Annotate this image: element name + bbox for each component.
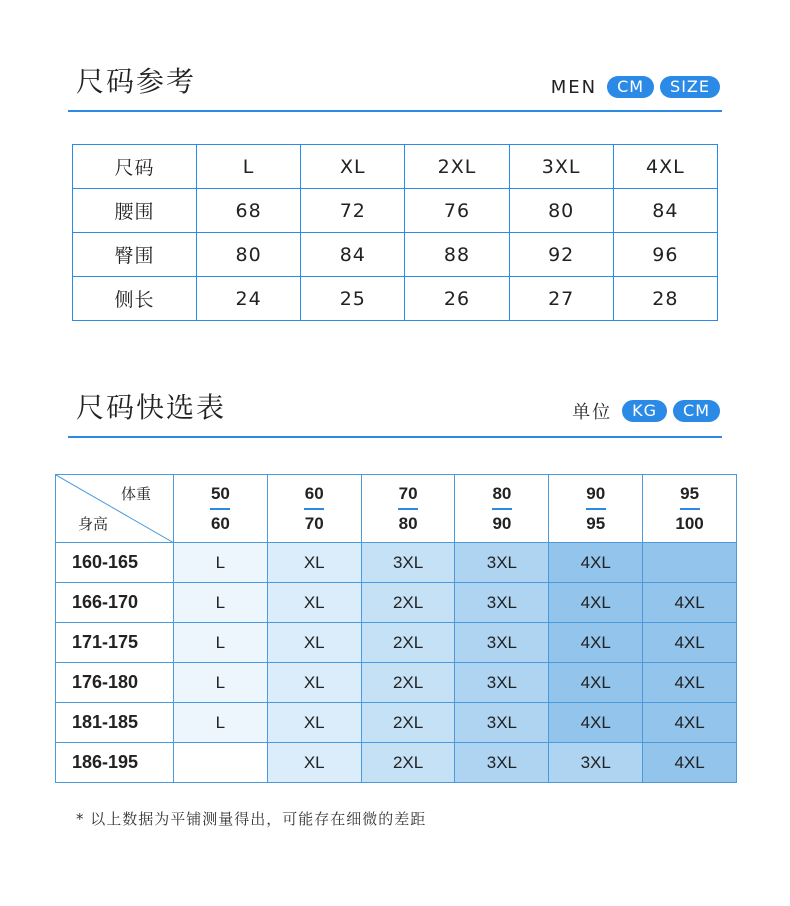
size-cell: 4XL bbox=[643, 623, 737, 663]
unit-pill-size: SIZE bbox=[660, 76, 720, 98]
size-cell: 3XL bbox=[455, 583, 549, 623]
measurement-footnote: * 以上数据为平铺测量得出，可能存在细微的差距 bbox=[76, 810, 427, 828]
size-cell: 3XL bbox=[361, 543, 455, 583]
table-cell: 72 bbox=[301, 189, 405, 233]
unit-pill-kg: KG bbox=[622, 400, 667, 422]
size-cell: L bbox=[174, 543, 268, 583]
table-cell: 88 bbox=[405, 233, 509, 277]
size-reference-title: 尺码参考 bbox=[76, 65, 197, 98]
weight-header-cell bbox=[267, 475, 361, 543]
size-cell: XL bbox=[267, 543, 361, 583]
header-cell: 2XL bbox=[405, 145, 509, 189]
table-row bbox=[73, 277, 718, 321]
size-cell: XL bbox=[267, 583, 361, 623]
size-cell: 2XL bbox=[361, 743, 455, 783]
size-cell: 2XL bbox=[361, 623, 455, 663]
table-cell: 92 bbox=[509, 233, 613, 277]
size-cell bbox=[174, 743, 268, 783]
header-cell: 尺码 bbox=[73, 145, 197, 189]
header-cell: 4XL bbox=[613, 145, 717, 189]
size-cell bbox=[643, 543, 737, 583]
table-row bbox=[56, 623, 737, 663]
header-cell: XL bbox=[301, 145, 405, 189]
height-range: 166-170 bbox=[56, 583, 174, 623]
height-range: 186-195 bbox=[56, 743, 174, 783]
weight-from: 90 bbox=[586, 483, 606, 503]
unit-labels bbox=[572, 398, 720, 424]
header-cell: 3XL bbox=[509, 145, 613, 189]
row-label: 侧长 bbox=[73, 277, 197, 321]
size-cell: L bbox=[174, 623, 268, 663]
table-row bbox=[56, 663, 737, 703]
weight-to: 60 bbox=[210, 513, 230, 533]
unit-pill-cm: CM bbox=[607, 76, 654, 98]
size-cell: 4XL bbox=[643, 743, 737, 783]
size-cell: 4XL bbox=[643, 703, 737, 743]
men-label: MEN bbox=[550, 76, 598, 98]
quick-select-title: 尺码快选表 bbox=[76, 391, 227, 424]
weight-to: 100 bbox=[675, 513, 704, 533]
weight-to: 95 bbox=[586, 513, 606, 533]
size-cell: 4XL bbox=[549, 543, 643, 583]
size-cell: 3XL bbox=[549, 743, 643, 783]
corner-cell bbox=[56, 475, 174, 543]
unit-pill-cm: CM bbox=[673, 400, 720, 422]
range-divider bbox=[586, 508, 606, 510]
weight-to: 70 bbox=[304, 513, 324, 533]
table-cell: 96 bbox=[613, 233, 717, 277]
size-cell: 4XL bbox=[643, 583, 737, 623]
corner-diagonal bbox=[56, 475, 174, 543]
table-cell: 26 bbox=[405, 277, 509, 321]
size-cell: L bbox=[174, 663, 268, 703]
weight-header-cell bbox=[549, 475, 643, 543]
size-cell: 4XL bbox=[549, 703, 643, 743]
size-cell: 3XL bbox=[455, 703, 549, 743]
table-row bbox=[73, 233, 718, 277]
range-divider bbox=[398, 508, 418, 510]
weight-header-cell bbox=[361, 475, 455, 543]
weight-header-cell bbox=[643, 475, 737, 543]
weight-to: 80 bbox=[398, 513, 418, 533]
size-cell: L bbox=[174, 703, 268, 743]
quick-select-table bbox=[55, 474, 737, 783]
size-cell: 4XL bbox=[549, 623, 643, 663]
table-row bbox=[56, 743, 737, 783]
size-cell: 3XL bbox=[455, 663, 549, 703]
range-divider bbox=[210, 508, 230, 510]
size-cell: XL bbox=[267, 743, 361, 783]
size-cell: XL bbox=[267, 663, 361, 703]
table-cell: 68 bbox=[197, 189, 301, 233]
weight-from: 80 bbox=[492, 483, 512, 503]
weight-to: 90 bbox=[492, 513, 512, 533]
range-divider bbox=[492, 508, 512, 510]
table-cell: 76 bbox=[405, 189, 509, 233]
range-divider bbox=[304, 508, 324, 510]
unit-labels bbox=[551, 76, 720, 98]
size-cell: 2XL bbox=[361, 663, 455, 703]
weight-from: 60 bbox=[304, 483, 324, 503]
size-cell: 3XL bbox=[455, 543, 549, 583]
corner-weight-label: 体重 bbox=[120, 485, 151, 503]
table-header-row bbox=[73, 145, 718, 189]
table-cell: 27 bbox=[509, 277, 613, 321]
size-cell: 3XL bbox=[455, 623, 549, 663]
size-cell: 3XL bbox=[455, 743, 549, 783]
size-cell: 2XL bbox=[361, 583, 455, 623]
corner-height-label: 身高 bbox=[78, 515, 109, 533]
row-label: 腰围 bbox=[73, 189, 197, 233]
table-row bbox=[56, 543, 737, 583]
table-cell: 25 bbox=[301, 277, 405, 321]
size-cell: 4XL bbox=[549, 583, 643, 623]
height-range: 181-185 bbox=[56, 703, 174, 743]
table-cell: 80 bbox=[197, 233, 301, 277]
row-label: 臀围 bbox=[73, 233, 197, 277]
table-cell: 84 bbox=[613, 189, 717, 233]
table-cell: 28 bbox=[613, 277, 717, 321]
height-range: 176-180 bbox=[56, 663, 174, 703]
table-row bbox=[56, 583, 737, 623]
table-cell: 84 bbox=[301, 233, 405, 277]
weight-header-cell bbox=[455, 475, 549, 543]
size-cell: L bbox=[174, 583, 268, 623]
size-reference-header bbox=[68, 62, 722, 112]
weight-header-cell bbox=[174, 475, 268, 543]
size-cell: XL bbox=[267, 703, 361, 743]
size-cell: 2XL bbox=[361, 703, 455, 743]
size-cell: XL bbox=[267, 623, 361, 663]
weight-from: 50 bbox=[210, 483, 230, 503]
quick-select-header bbox=[68, 388, 722, 438]
range-divider bbox=[680, 508, 700, 510]
header-cell: L bbox=[197, 145, 301, 189]
weight-from: 95 bbox=[680, 483, 700, 503]
height-range: 160-165 bbox=[56, 543, 174, 583]
table-row bbox=[73, 189, 718, 233]
weight-header-row bbox=[56, 475, 737, 543]
table-cell: 80 bbox=[509, 189, 613, 233]
table-row bbox=[56, 703, 737, 743]
size-reference-table bbox=[72, 144, 718, 321]
height-range: 171-175 bbox=[56, 623, 174, 663]
table-cell: 24 bbox=[197, 277, 301, 321]
size-cell: 4XL bbox=[643, 663, 737, 703]
weight-from: 70 bbox=[398, 483, 418, 503]
size-cell: 4XL bbox=[549, 663, 643, 703]
unit-label: 单位 bbox=[572, 402, 613, 423]
